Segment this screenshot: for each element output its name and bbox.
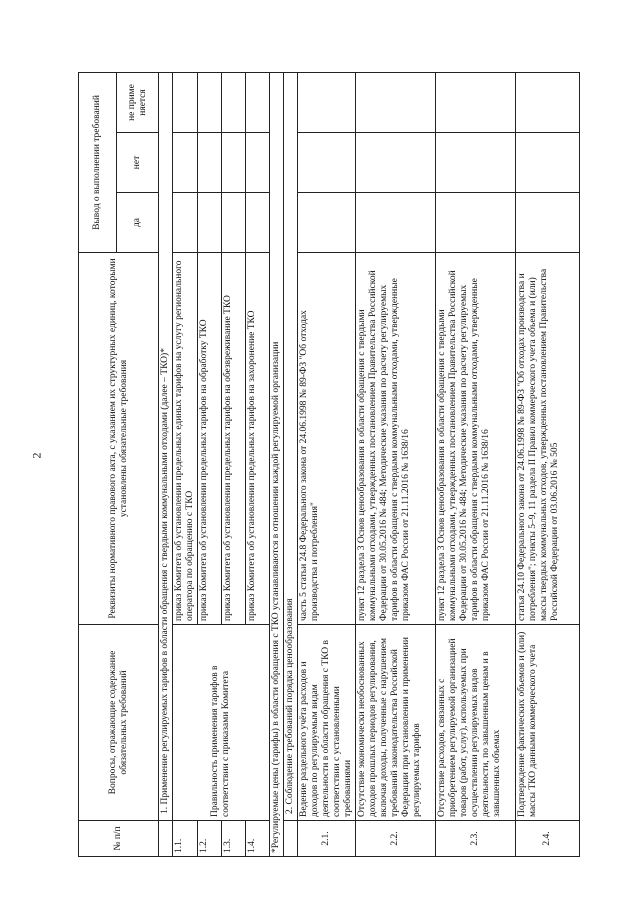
row-requisites: приказ Комитета об установлении предельных тарифов на захоронение ТКО: [246, 253, 270, 625]
row-num: 1.2.: [198, 821, 222, 857]
row-requisites: часть 5 статьи 24.8 Федерального закона от 24.06.1998 № 89-ФЗ "Об отходах производства и потребления": [298, 253, 356, 625]
header-num: № п/п: [79, 821, 159, 857]
header-na: не приме няется: [117, 73, 159, 133]
header-question: Вопросы, отражающие содержание обязательных требований: [79, 625, 159, 821]
row-question: Отсутствие расходов, связанных с приобретением регулируемой организацией товаров (работ, услуг), используемых при осуществлении регулируемых видов деятельности, по завышенным ценам и в завышенных объемах: [436, 625, 516, 821]
row-num: 2.2.: [356, 821, 436, 857]
row-requisites: приказ Комитета об установлении предельных тарифов на обезвреживание ТКО: [222, 253, 246, 625]
requirements-table: [78, 72, 580, 857]
header-conclusion: Вывод о выполнении требований: [79, 73, 117, 253]
row-question: Правильность применения тарифов в соответствии с приказами Комитета: [173, 625, 270, 821]
row-question: Ведение раздельного учёта расходов и доходов по регулируемым видам деятельности в области обращения с ТКО в соответствии с установленными требованиями: [298, 625, 356, 821]
rotated-table-container: [78, 73, 604, 857]
row-num: 2.3.: [436, 821, 516, 857]
row-num: 1.3.: [222, 821, 246, 857]
row-question: Подтверждение фактических объемов и (или) массы ТКО данными коммерческого учета: [516, 625, 580, 821]
section-2-title: 2. Соблюдение требований порядка ценообразования: [284, 73, 298, 821]
row-requisites: статья 24.10 Федерального закона от 24.06.1998 № 89-ФЗ "Об отходах производства и потребления"; пункты 5–9, 11 раздела II Правил коммерческого учета объема и (или) массы твердых коммунальных отходов, утвержденных постановлением Правительства Российской Федерации от 03.06.2016 № 505: [516, 253, 580, 625]
row-requisites: пункт 12 раздела 3 Основ ценообразования в области обращения с твердыми коммунальными отходами, утвержденных постановлением Правительства Российской Федерации от 30.05.2016 № 484; Методические указания по расчету регулируемых тарифов в области обращения с твердыми коммунальными отходами, утвержденные приказом ФАС России от 21.11.2016 № 1638/16: [356, 253, 436, 625]
header-no: нет: [117, 133, 159, 193]
row-num: 2.4.: [516, 821, 580, 857]
header-yes: да: [117, 193, 159, 253]
section-1-title: 1. Применение регулируемых тарифов в области обращения с твердыми коммунальными отходами (далее – ТКО)*: [159, 73, 173, 821]
row-num: 1.4.: [246, 821, 270, 857]
row-question: Отсутствие экономически необоснованных доходов прошлых периодов регулирования, включая доходы, полученные с нарушением требований законодательства Российской Федерации при установлении и применении регулируемых тарифов: [356, 625, 436, 821]
page-number: 2: [29, 452, 44, 459]
header-requisites: Реквизиты нормативного правового акта, с указанием их структурных единиц, которыми установлены обязательные требования: [79, 253, 159, 625]
row-requisites: приказ Комитета об установлении предельных единых тарифов на услугу регионального оператора по обращению с ТКО: [173, 253, 198, 625]
row-num: 2.1.: [298, 821, 356, 857]
row-requisites: приказ Комитета об установлении предельных тарифов на обработку ТКО: [198, 253, 222, 625]
row-requisites: пункт 12 раздела 3 Основ ценообразования в области обращения с твердыми коммунальными отходами, утвержденных постановлением Правительства Российской Федерации от 30.05.2016 № 484; Методические указания по расчету регулируемых тарифов в области обращения с твердыми коммунальными отходами, утвержденные приказом ФАС России от 21.11.2016 № 1638/16: [436, 253, 516, 625]
footnote: *Регулируемые цены (тарифы) в области обращения с ТКО устанавливаются в отношении каждой регулируемой организации: [270, 73, 284, 857]
row-num: 1.1.: [173, 821, 198, 857]
